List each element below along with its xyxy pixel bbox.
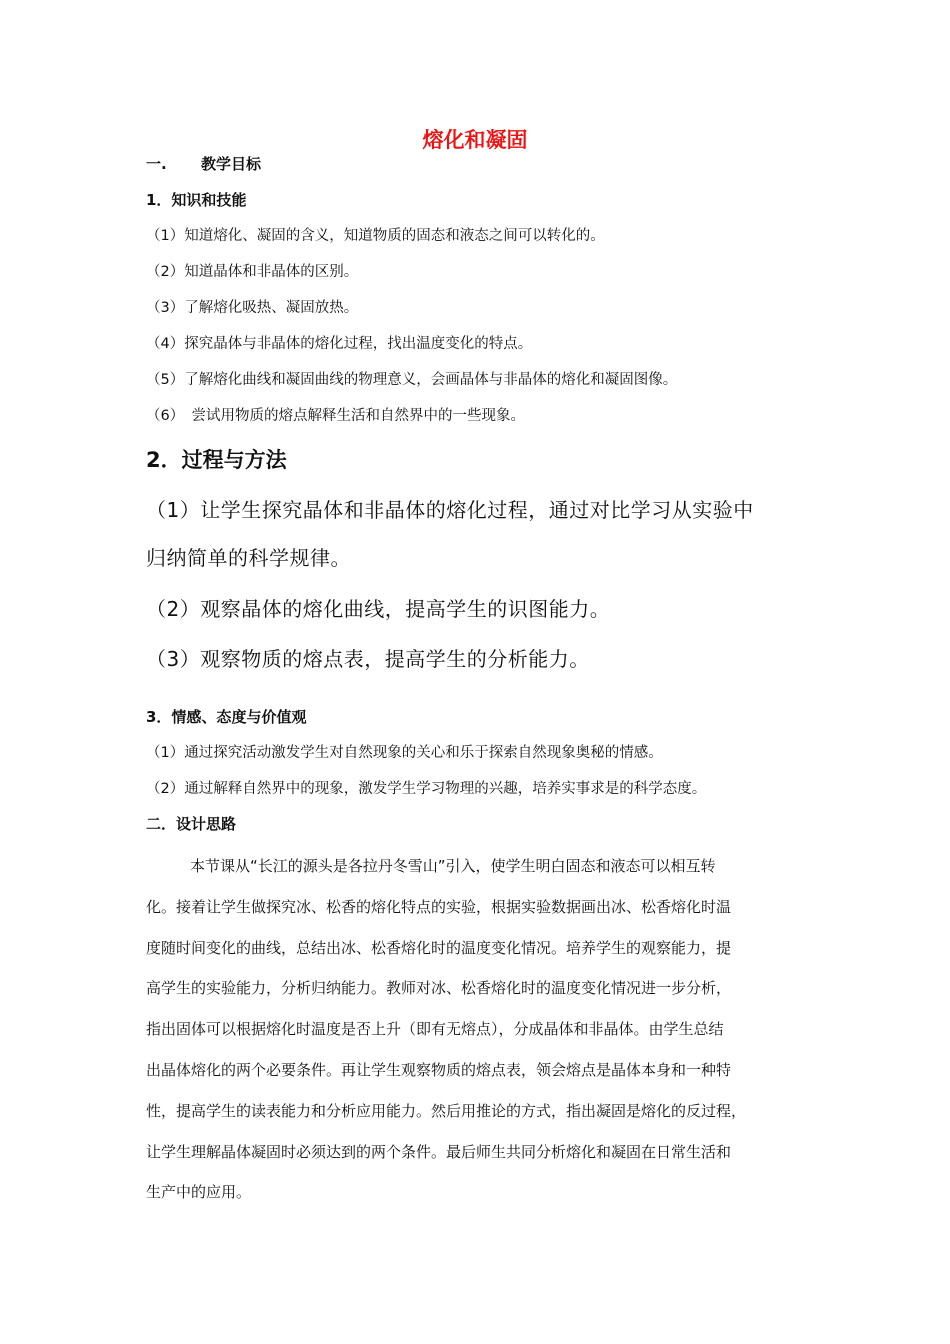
document-title: 熔化和凝固	[422, 128, 528, 152]
knowledge-item-1: （1）知道熔化、凝固的含义，知道物质的固态和液态之间可以转化的。	[146, 228, 605, 244]
attitude-item-2: （2）通过解释自然界中的现象，激发学生学习物理的兴趣，培养实事求是的科学态度。	[146, 781, 707, 797]
subsection-attitude-heading: 3．情感、态度与价值观	[146, 708, 307, 726]
knowledge-item-5: （5）了解熔化曲线和凝固曲线的物理意义，会画晶体与非晶体的熔化和凝固图像。	[146, 372, 678, 388]
subsection-process-heading: 2．过程与方法	[146, 448, 287, 472]
knowledge-item-4: （4）探究晶体与非晶体的熔化过程，找出温度变化的特点。	[146, 336, 533, 352]
section-1-number: 一.	[146, 155, 167, 173]
paragraph-line: 出晶体熔化的两个必要条件。再让学生观察物质的熔点表，领会熔点是晶体本身和一种特	[146, 1060, 732, 1079]
process-line-1: （1）让学生探究晶体和非晶体的熔化过程，通过对比学习从实验中	[146, 498, 754, 522]
design-paragraph	[146, 846, 826, 1213]
knowledge-item-2: （2）知道晶体和非晶体的区别。	[146, 264, 359, 280]
paragraph-line: 生产中的应用。	[146, 1183, 252, 1202]
paragraph-line: 性，提高学生的读表能力和分析应用能力。然后用推论的方式，指出凝固是熔化的反过程，	[146, 1101, 747, 1120]
paragraph-line: 化。接着让学生做探究冰、松香的熔化特点的实验，根据实验数据画出冰、松香熔化时温	[146, 897, 732, 916]
paragraph-line: 度随时间变化的曲线，总结出冰、松香熔化时的温度变化情况。培养学生的观察能力，提	[146, 938, 732, 957]
knowledge-item-3: （3）了解熔化吸热、凝固放热。	[146, 300, 359, 316]
subsection-knowledge-heading: 1．知识和技能	[146, 191, 247, 209]
process-line-2: 归纳简单的科学规律。	[146, 546, 351, 570]
section-1-heading: 教学目标	[201, 155, 262, 173]
process-line-3: （2）观察晶体的熔化曲线，提高学生的识图能力。	[146, 597, 611, 621]
attitude-item-1: （1）通过探究活动激发学生对自然现象的关心和乐于探索自然现象奥秘的情感。	[146, 745, 663, 761]
paragraph-line: 指出固体可以根据熔化时温度是否上升（即有无熔点），分成晶体和非晶体。由学生总结	[146, 1020, 724, 1039]
paragraph-line: 让学生理解晶体凝固时必须达到的两个条件。最后师生共同分析熔化和凝固在日常生活和	[146, 1142, 732, 1161]
section-2-heading: 二．设计思路	[146, 815, 237, 833]
process-line-4: （3）观察物质的熔点表，提高学生的分析能力。	[146, 647, 590, 671]
knowledge-item-6: （6） 尝试用物质的熔点解释生活和自然界中的一些现象。	[146, 408, 525, 424]
paragraph-line: 本节课从“长江的源头是各拉丹冬雪山”引入，使学生明白固态和液态可以相互转	[190, 857, 716, 875]
paragraph-line: 高学生的实验能力，分析归纳能力。教师对冰、松香熔化时的温度变化情况进一步分析，	[146, 979, 732, 998]
